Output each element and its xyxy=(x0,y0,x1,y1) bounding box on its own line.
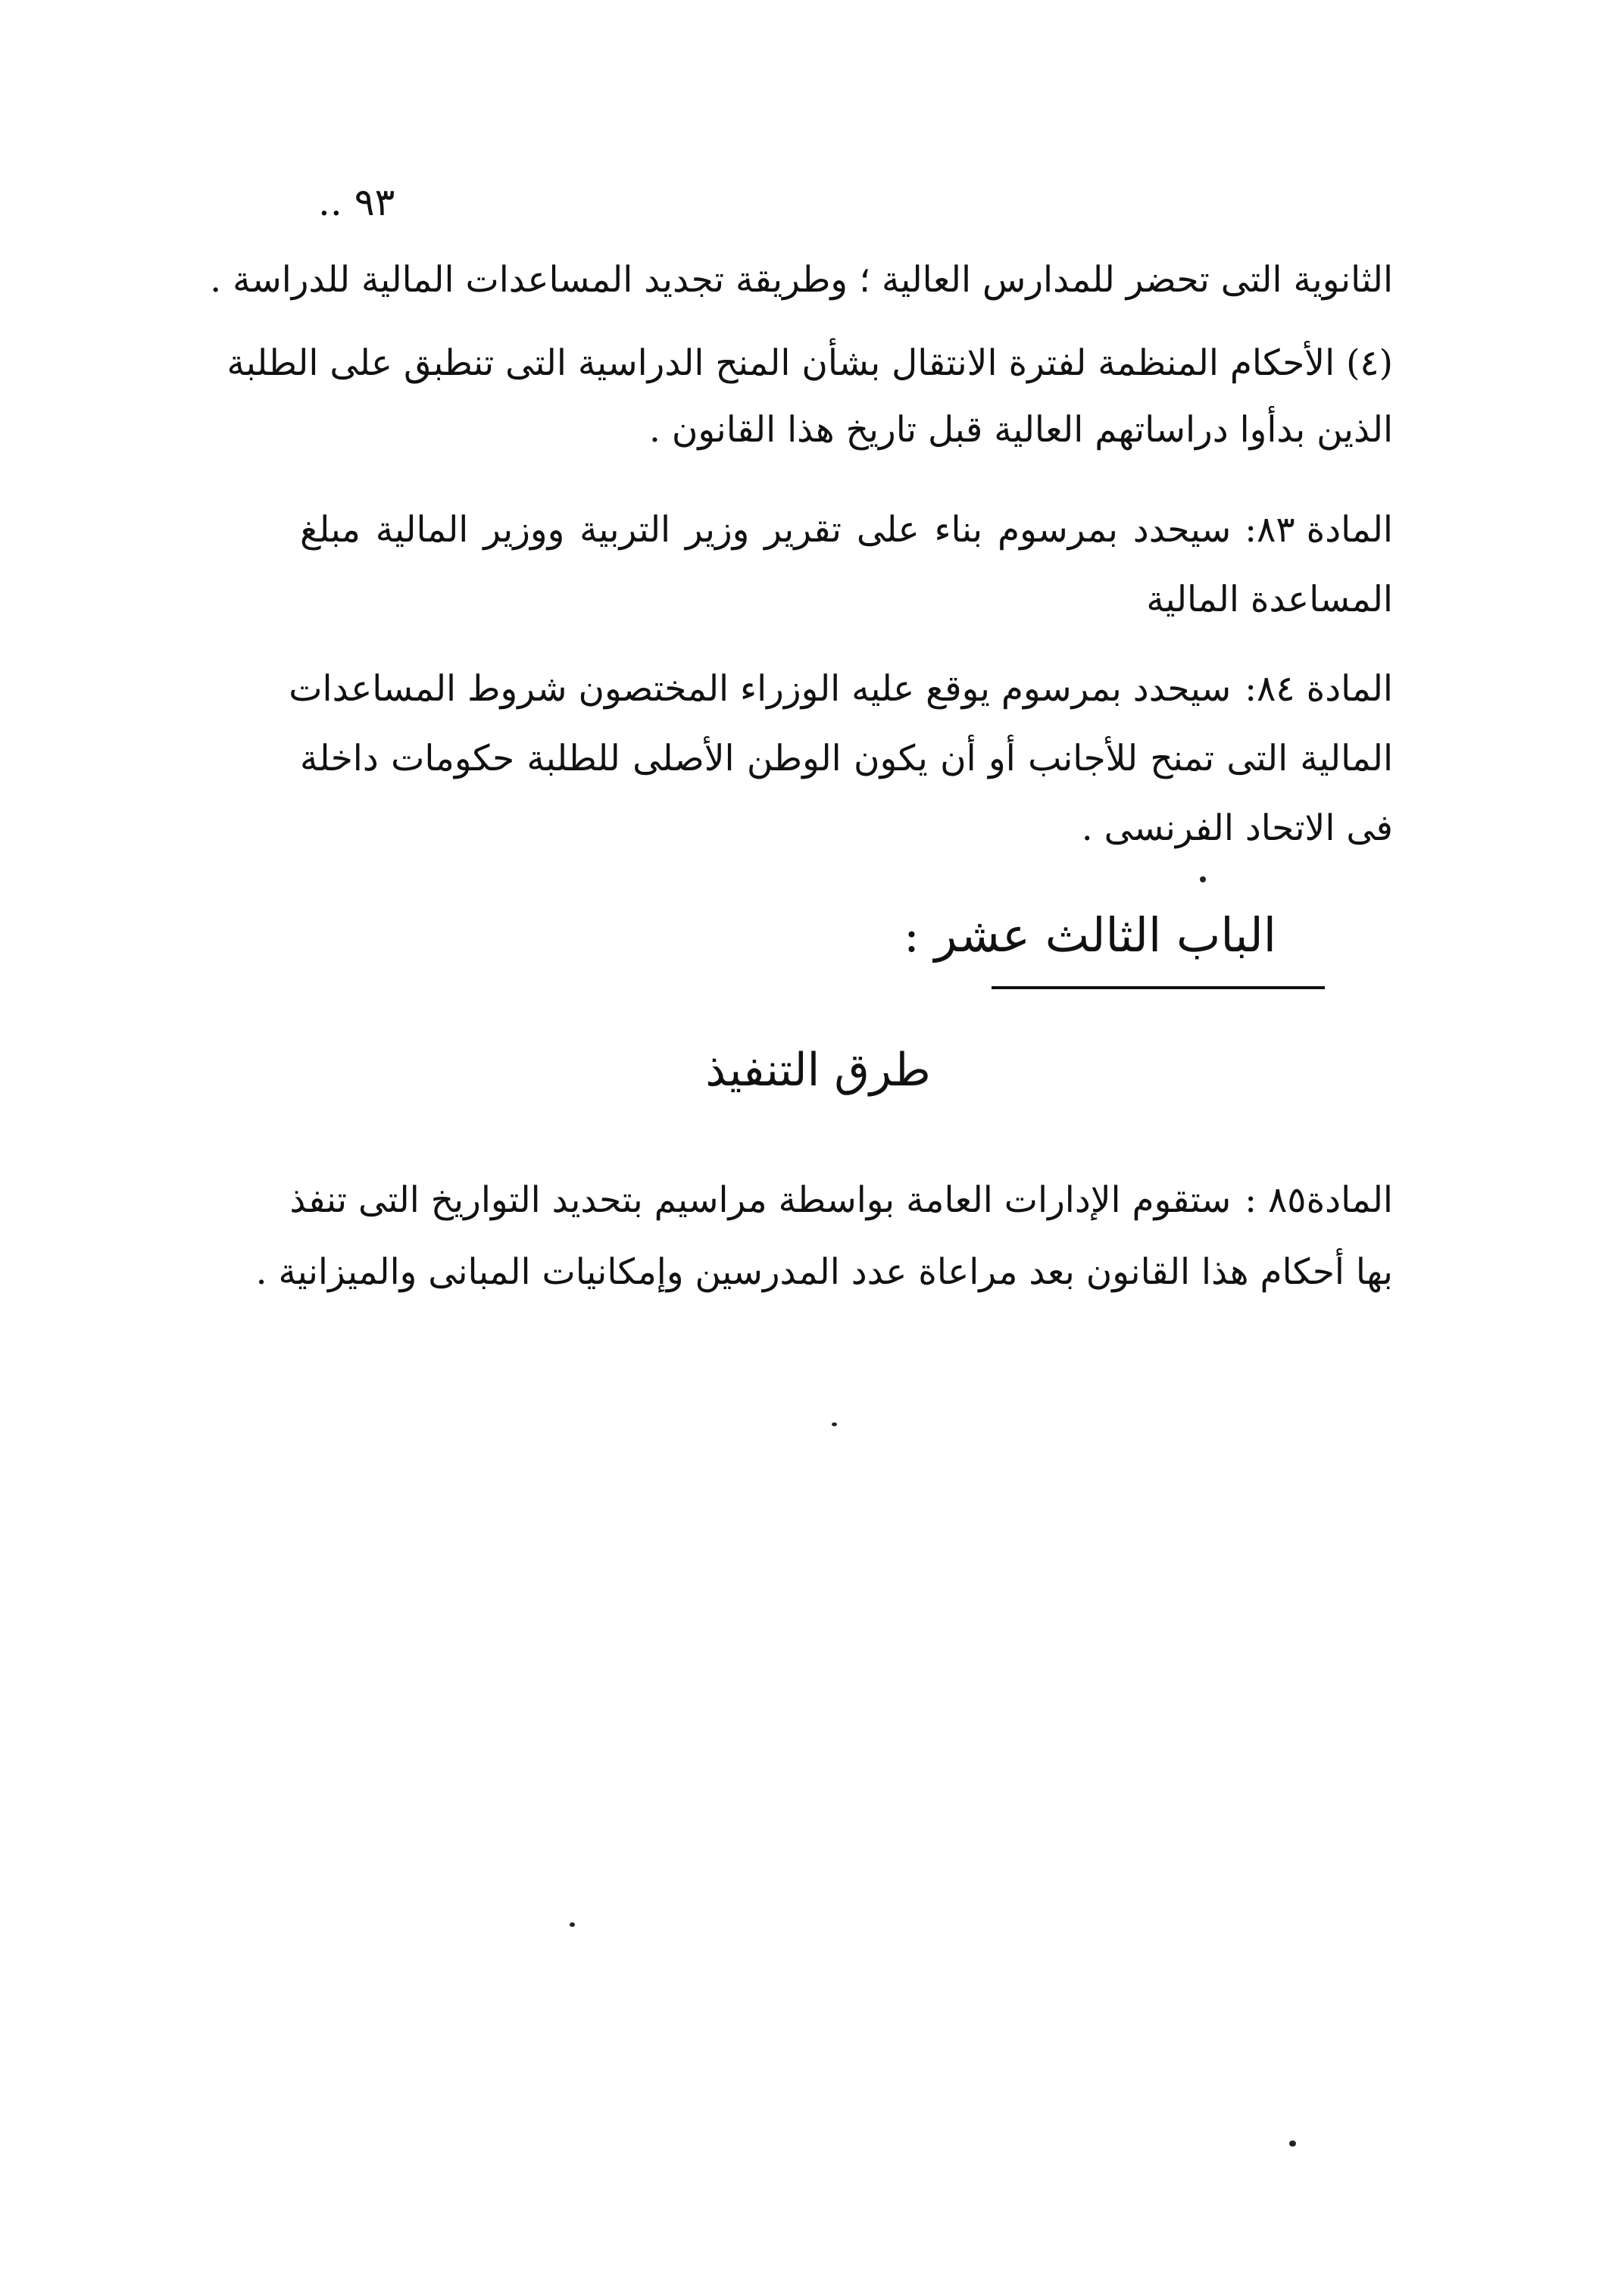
article-83-line-1 xyxy=(300,507,1393,553)
clause-4-line-2: الذين بدأوا دراساتهم العالية قبل تاريخ هذا القانون . xyxy=(648,409,1393,451)
article-83-text: سيحدد بمرسوم بناء على تقرير وزير التربية ووزير المالية مبلغ xyxy=(300,509,1232,551)
ink-speck xyxy=(1200,876,1206,882)
article-83-label: المادة ٨٣: xyxy=(1245,509,1393,551)
article-84-line-2: المالية التى تمنح للأجانب أو أن يكون الوطن الأصلى للطلبة حكومات داخلة xyxy=(300,738,1393,779)
article-84-line-3: فى الاتحاد الفرنسى . xyxy=(1081,807,1393,849)
article-85-text: ستقوم الإدارات العامة بواسطة مراسيم بتحديد التواريخ التى تنفذ xyxy=(289,1179,1232,1221)
article-85-line-2: بها أحكام هذا القانون بعد مراعاة عدد المدرسين وإمكانيات المبانى والميزانية . xyxy=(255,1251,1393,1293)
clause-4-line-1: (٤) الأحكام المنظمة لفترة الانتقال بشأن المنح الدراسية التى تنطبق على الطلبة xyxy=(226,342,1393,384)
top-line: الثانوية التى تحضر للمدارس العالية ؛ وطريقة تجديد المساعدات المالية للدراسة . xyxy=(210,259,1393,301)
article-85-label: المادة٨٥ : xyxy=(1245,1179,1393,1221)
article-84-label: المادة ٨٤: xyxy=(1245,668,1393,710)
page-number: ٩٣ .. xyxy=(318,180,395,224)
ink-speck xyxy=(1289,2141,1296,2147)
article-85-line-1 xyxy=(289,1178,1393,1223)
ink-speck xyxy=(570,1922,575,1927)
chapter-heading: الباب الثالث عشر : xyxy=(903,907,1277,963)
section-heading: طرق التنفيذ xyxy=(705,1044,931,1097)
ink-speck xyxy=(832,1422,837,1426)
article-83-line-2: المساعدة المالية xyxy=(1146,579,1393,620)
chapter-underline xyxy=(992,986,1325,989)
article-84-line-1 xyxy=(289,667,1393,712)
article-84-text: سيحدد بمرسوم يوقع عليه الوزراء المختصون شروط المساعدات xyxy=(289,668,1232,710)
